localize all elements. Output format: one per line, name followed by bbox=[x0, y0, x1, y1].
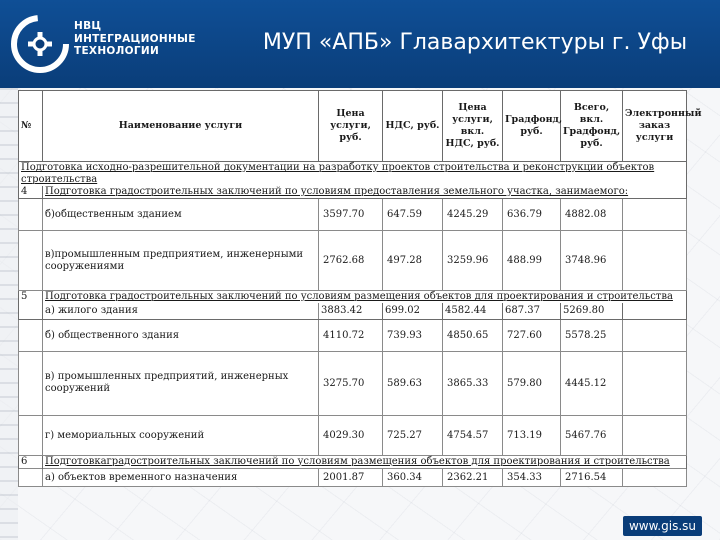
price-vat-cell: 4850.65 bbox=[443, 319, 503, 351]
price-cell: 3275.70 bbox=[319, 351, 383, 415]
col-header-price-with-vat: Цена услуги, вкл. НДС, руб. bbox=[443, 91, 503, 162]
service-name: г) мемориальных сооружений bbox=[43, 415, 319, 455]
e-order-cell[interactable] bbox=[623, 415, 687, 455]
price-cell: 3597.70 bbox=[319, 199, 383, 231]
section-title: Подготовка градостроительных заключений по условиям размещения объектов для проектирования и строительства bbox=[43, 291, 687, 304]
service-name: б)общественным зданием bbox=[43, 199, 319, 231]
price-vat-cell: 4754.57 bbox=[443, 415, 503, 455]
section-number: 4 bbox=[19, 186, 43, 199]
price-cell: 2762.68 bbox=[319, 231, 383, 291]
table-row bbox=[19, 468, 687, 486]
service-name: в) промышленных предприятий, инженерных сооружений bbox=[43, 351, 319, 415]
section-title: Подготовка исходно-разрешительной документации на разработку проектов строительства и реконструкции объектов строительства bbox=[19, 162, 687, 187]
gradfond-cell: 727.60 bbox=[503, 319, 561, 351]
service-name: в)промышленным предприятием, инженерными сооружениями bbox=[43, 231, 319, 291]
e-order-cell[interactable] bbox=[623, 231, 687, 291]
section-heading-row bbox=[19, 162, 687, 187]
section-heading-row bbox=[19, 455, 687, 468]
page-title: МУП «АПБ» Главархитектуры г. Уфы bbox=[262, 30, 688, 55]
section-heading-row bbox=[19, 186, 687, 199]
vat-cell: 739.93 bbox=[383, 319, 443, 351]
section-subtitle: Подготовка градостроительных заключений по условиям предоставления земельного участка, занимаемого: bbox=[43, 186, 687, 199]
vat-cell: 497.28 bbox=[383, 231, 443, 291]
vat-cell: 360.34 bbox=[383, 468, 443, 486]
table-row bbox=[19, 319, 687, 351]
e-order-cell[interactable] bbox=[623, 319, 687, 351]
col-header-number: № bbox=[19, 91, 43, 162]
section-heading-row bbox=[19, 291, 687, 304]
section-title: Подготовкаградостроительных заключений по условиям размещения объектов для проектирования и строительства bbox=[43, 455, 687, 468]
decorative-strip bbox=[0, 88, 18, 540]
vat-cell: 725.27 bbox=[383, 415, 443, 455]
header-bar bbox=[0, 0, 720, 88]
table-row bbox=[19, 351, 687, 415]
total-cell: 5467.76 bbox=[561, 415, 623, 455]
price-vat-cell: 4245.29 bbox=[443, 199, 503, 231]
website-link[interactable]: www.gis.su bbox=[623, 516, 702, 536]
e-order-cell[interactable] bbox=[623, 351, 687, 415]
price-cell: 4110.72 bbox=[319, 319, 383, 351]
company-logo-icon bbox=[10, 14, 70, 74]
table-row bbox=[19, 199, 687, 231]
col-header-gradfond: Градфонд, руб. bbox=[503, 91, 561, 162]
total-cell: 5578.25 bbox=[561, 319, 623, 351]
section-number: 6 bbox=[19, 455, 43, 468]
company-name: НВЦ ИНТЕГРАЦИОННЫЕ ТЕХНОЛОГИИ bbox=[74, 20, 196, 57]
gradfond-cell: 687.37 bbox=[503, 303, 561, 319]
table-header-row bbox=[19, 91, 687, 162]
col-header-e-order: Электронный заказ услуги bbox=[623, 91, 687, 162]
gradfond-cell: 636.79 bbox=[503, 199, 561, 231]
vat-cell: 647.59 bbox=[383, 199, 443, 231]
table-row bbox=[19, 231, 687, 291]
col-header-vat: НДС, руб. bbox=[383, 91, 443, 162]
total-cell: 4882.08 bbox=[561, 199, 623, 231]
price-cell: 2001.87 bbox=[319, 468, 383, 486]
service-name: б) общественного здания bbox=[43, 319, 319, 351]
e-order-cell[interactable] bbox=[623, 468, 687, 486]
section-number: 5 bbox=[19, 291, 43, 304]
price-cell: 4029.30 bbox=[319, 415, 383, 455]
price-vat-cell: 3259.96 bbox=[443, 231, 503, 291]
col-header-service-name: Наименование услуги bbox=[43, 91, 319, 162]
e-order-cell[interactable] bbox=[623, 303, 687, 319]
gradfond-cell: 579.80 bbox=[503, 351, 561, 415]
gradfond-cell: 488.99 bbox=[503, 231, 561, 291]
e-order-cell[interactable] bbox=[623, 199, 687, 231]
vat-cell: 589.63 bbox=[383, 351, 443, 415]
total-cell: 3748.96 bbox=[561, 231, 623, 291]
price-vat-cell: 3865.33 bbox=[443, 351, 503, 415]
col-header-price: Цена услуги, руб. bbox=[319, 91, 383, 162]
total-cell: 4445.12 bbox=[561, 351, 623, 415]
price-vat-cell: 2362.21 bbox=[443, 468, 503, 486]
service-name: а) объектов временного назначения bbox=[43, 468, 319, 486]
table-row bbox=[19, 303, 687, 319]
price-table bbox=[18, 90, 702, 487]
price-cell: 3883.42 bbox=[319, 303, 383, 319]
service-name: а) жилого здания bbox=[43, 303, 319, 319]
table-row bbox=[19, 415, 687, 455]
vat-cell: 699.02 bbox=[383, 303, 443, 319]
price-vat-cell: 4582.44 bbox=[443, 303, 503, 319]
total-cell: 5269.80 bbox=[561, 303, 623, 319]
gradfond-cell: 354.33 bbox=[503, 468, 561, 486]
col-header-total: Всего, вкл. Градфонд, руб. bbox=[561, 91, 623, 162]
gradfond-cell: 713.19 bbox=[503, 415, 561, 455]
total-cell: 2716.54 bbox=[561, 468, 623, 486]
